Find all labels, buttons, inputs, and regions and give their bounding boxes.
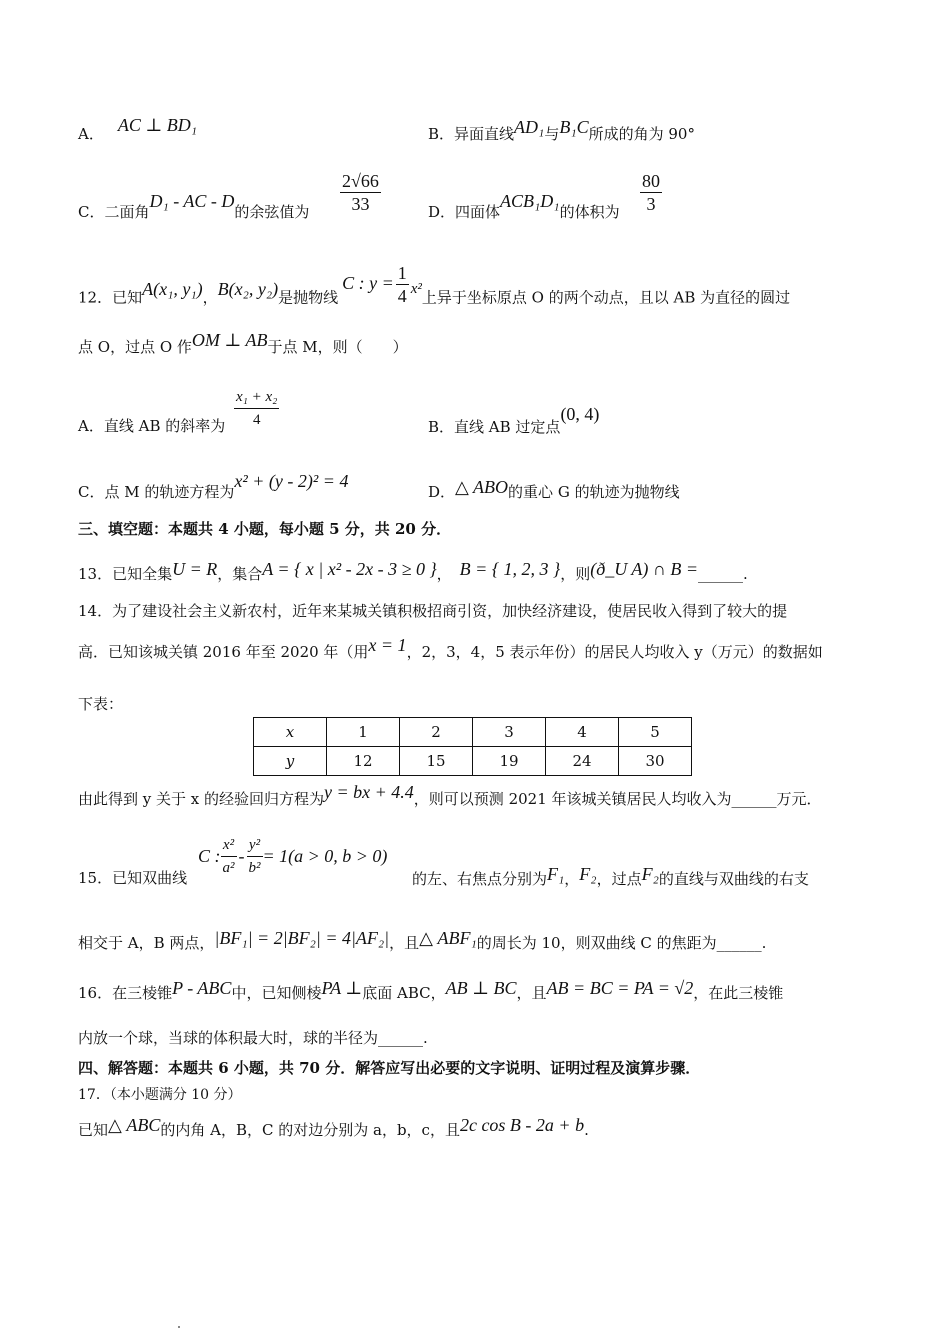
math-pa-perp: PA ⊥: [321, 978, 363, 998]
option-text: 异面直线: [454, 125, 515, 143]
math-point-a: A(x₁, y₁): [142, 278, 203, 299]
footer-dot: [178, 1326, 180, 1328]
frac-num: 1: [397, 263, 407, 283]
table-cell: 3: [473, 718, 546, 747]
fraction-x2-a2: [221, 834, 237, 879]
question-text: 由此得到 y 关于 x 的经验回归方程为: [78, 790, 325, 808]
q16-line1: [78, 978, 784, 1004]
fraction-1-4: [396, 262, 409, 307]
question-text: 是抛物线: [278, 288, 339, 307]
answer-blank: ______.: [698, 565, 748, 583]
option-text: 点 M 的轨迹方程为: [104, 483, 235, 501]
math-universal-set: U = R: [172, 559, 218, 579]
q12-option-d: [428, 477, 680, 503]
table-cell: y: [254, 747, 327, 776]
section-3-heading: 三、填空题：本题共 4 小题，每小题 5 分，共 20 分．: [78, 520, 452, 538]
q17-statement: [78, 1115, 589, 1141]
math-pyramid: P - ABC: [172, 978, 232, 998]
math-triangle-abo: △ ABO: [455, 477, 509, 497]
question-text: .: [584, 1121, 589, 1139]
math-complement-expression: (ð_U A) ∩ B =: [590, 559, 699, 579]
math-text: C :: [198, 846, 221, 866]
table-cell: 24: [546, 747, 619, 776]
question-text: ，且: [516, 984, 547, 1002]
question-text: 的内角 A，B，C 的对边分别为 a，b，c，且: [160, 1121, 460, 1139]
question-text: 中，已知侧棱: [231, 984, 322, 1002]
question-text: 点 O，过点 O 作: [78, 338, 192, 356]
q11-option-a: [78, 115, 198, 145]
question-text: 的左、右焦点分别为: [412, 870, 548, 888]
frac-den: b²: [248, 860, 261, 876]
math-ab-perp-bc: AB ⊥ BC: [445, 978, 517, 998]
math-point-b: B(x₂, y₂): [217, 278, 279, 299]
math-cosine-relation: 2c cos B - 2a + b: [459, 1115, 585, 1135]
math-dihedral: D₁ - AC - D: [149, 191, 235, 211]
separator: ，: [564, 870, 580, 888]
frac-num: y²: [247, 834, 263, 857]
q16-line2: 内放一个球，当球的体积最大时，球的半径为______.: [78, 1029, 428, 1047]
q11-option-d: [428, 191, 620, 223]
math-b1c: B₁C: [559, 117, 589, 137]
question-text: 相交于 A，B 两点，: [78, 934, 215, 952]
frac-num: x²: [221, 834, 237, 857]
math-acb1d1: ACB₁D₁: [500, 191, 560, 211]
question-text: ，集合: [217, 565, 263, 583]
table-cell: x: [254, 718, 327, 747]
question-text: ，则可以预测 2021 年该城关镇居民人均收入为______万元．: [413, 790, 822, 808]
math-text: -: [238, 846, 245, 866]
fraction-x1x2-4: [234, 386, 279, 431]
question-text: ，在此三棱锥: [693, 984, 784, 1002]
question-text: 15．已知双曲线: [78, 869, 188, 887]
frac-den: 4: [252, 412, 261, 428]
question-number: 12．已知: [78, 288, 143, 307]
question-text: ，2，3，4，5 表示年份）的居民人均收入 y（万元）的数据如: [406, 643, 823, 661]
table-cell: 1: [327, 718, 400, 747]
question-text: 高．已知该城关镇 2016 年至 2020 年（用: [78, 643, 369, 661]
q12-option-b: [428, 404, 600, 438]
table-cell: 5: [619, 718, 692, 747]
table-cell: 30: [619, 747, 692, 776]
option-text: 的重心 G 的轨迹为抛物线: [508, 483, 680, 501]
q13: [78, 559, 748, 585]
frac-num: x₁ + x₂: [234, 386, 279, 409]
q14-line3: 下表：: [78, 695, 124, 713]
option-text: 二面角: [104, 203, 150, 221]
math-focal-distances: |BF₁| = 2|BF₂| = 4|AF₂|: [214, 928, 390, 948]
frac-den: 33: [351, 194, 370, 214]
frac-den: 4: [397, 286, 407, 306]
option-label: C．: [78, 483, 105, 501]
q14-line1: 14．为了建设社会主义新农村，近年来某城关镇积极招商引资，加快经济建设，使居民收入得到了较大的提: [78, 602, 788, 620]
q15-line2: [78, 928, 767, 954]
math-point-0-4: (0, 4): [560, 404, 600, 424]
question-text: 上异于坐标原点 O 的两个动点，且以 AB 为直径的圆过: [421, 288, 791, 307]
math-f2: F₂: [579, 864, 597, 884]
q15-line1-rest: [412, 864, 809, 890]
question-text: 底面 ABC，: [362, 984, 446, 1002]
question-text: 已知: [78, 1121, 109, 1139]
q12-option-c: [78, 471, 349, 503]
question-text: 于点 M，则（ ）: [267, 338, 408, 356]
option-label: D．: [428, 483, 456, 501]
question-text: ，且: [389, 934, 420, 952]
math-x-squared: x²: [410, 280, 422, 297]
question-text: 的周长为 10，则双曲线 C 的焦距为______.: [476, 934, 767, 952]
math-parabola-lhs: C : y =: [342, 272, 394, 293]
separator: ，: [436, 565, 452, 583]
math-set-a: A = { x | x² - 2x - 3 ≥ 0 }: [262, 559, 437, 579]
question-text: 16．在三棱锥: [78, 984, 173, 1002]
frac-num: 2√66: [342, 171, 379, 191]
table-cell: 4: [546, 718, 619, 747]
math-regression-equation: y = bx + 4.4: [324, 782, 414, 802]
question-text: ，则: [560, 565, 591, 583]
option-label: A．: [78, 125, 104, 143]
frac-den: a²: [222, 860, 235, 876]
data-table: [253, 717, 692, 776]
table-cell: 15: [400, 747, 473, 776]
question-text: 13．已知全集: [78, 565, 173, 583]
math-x-equals-1: x = 1: [368, 635, 407, 655]
q17-title: 17．（本小题满分 10 分）: [78, 1087, 242, 1103]
separator: ，: [202, 288, 218, 307]
option-text: 直线 AB 的斜率为: [103, 417, 226, 435]
q14-line2: [78, 635, 823, 663]
math-f1: F₁: [547, 864, 565, 884]
math-hyperbola: [198, 834, 387, 879]
q14-regression-line: [78, 782, 822, 810]
math-om-perp-ab: OM ⊥ AB: [191, 330, 268, 350]
math-triangle-abf1: △ ABF₁: [419, 928, 477, 948]
fraction-80-3: [640, 170, 662, 215]
option-text: 直线 AB 过定点: [454, 418, 561, 436]
math-edge-lengths: AB = BC = PA = √2: [546, 978, 694, 998]
table-cell: 19: [473, 747, 546, 776]
question-text: 的直线与双曲线的右支: [658, 870, 809, 888]
q11-option-c: [78, 191, 310, 223]
q11-option-b: [428, 117, 695, 145]
option-label: D．: [428, 203, 456, 221]
option-label: B．: [428, 125, 455, 143]
option-text: 四面体: [455, 203, 501, 221]
section-4-heading: 四、解答题：本题共 6 小题，共 70 分．解答应写出必要的文字说明、证明过程及演算步骤．: [78, 1059, 701, 1077]
fraction-y2-b2: [247, 834, 263, 879]
q12-line1: [78, 263, 791, 321]
math-set-b: B = { 1, 2, 3 }: [459, 559, 561, 579]
q15-line1: [78, 867, 187, 889]
math-text: = 1(a > 0, b > 0): [262, 846, 388, 866]
table-cell: 12: [327, 747, 400, 776]
option-text: 与: [544, 125, 560, 143]
question-text: ，过点: [596, 870, 642, 888]
option-text: 的余弦值为: [234, 203, 310, 221]
math-triangle-abc: △ ABC: [108, 1115, 161, 1135]
q12-line2: [78, 330, 408, 358]
option-text: 所成的角为 90°: [588, 125, 695, 143]
math-f2: F₂: [641, 864, 659, 884]
table-row: [254, 718, 692, 747]
fraction-2sqrt66-33: [340, 170, 381, 215]
table-cell: 2: [400, 718, 473, 747]
frac-den: 3: [646, 194, 656, 214]
option-label: C．: [78, 203, 105, 221]
frac-num: 80: [642, 171, 660, 191]
q12-option-a: [78, 415, 225, 437]
math-circle-equation: x² + (y - 2)² = 4: [234, 471, 349, 491]
option-text: 的体积为: [559, 203, 620, 221]
option-label: A．: [78, 417, 104, 435]
option-label: B．: [428, 418, 455, 436]
table-row: [254, 747, 692, 776]
math-ad1: AD₁: [514, 117, 545, 137]
math-ac-perp-bd1: AC ⊥ BD₁: [117, 115, 198, 135]
